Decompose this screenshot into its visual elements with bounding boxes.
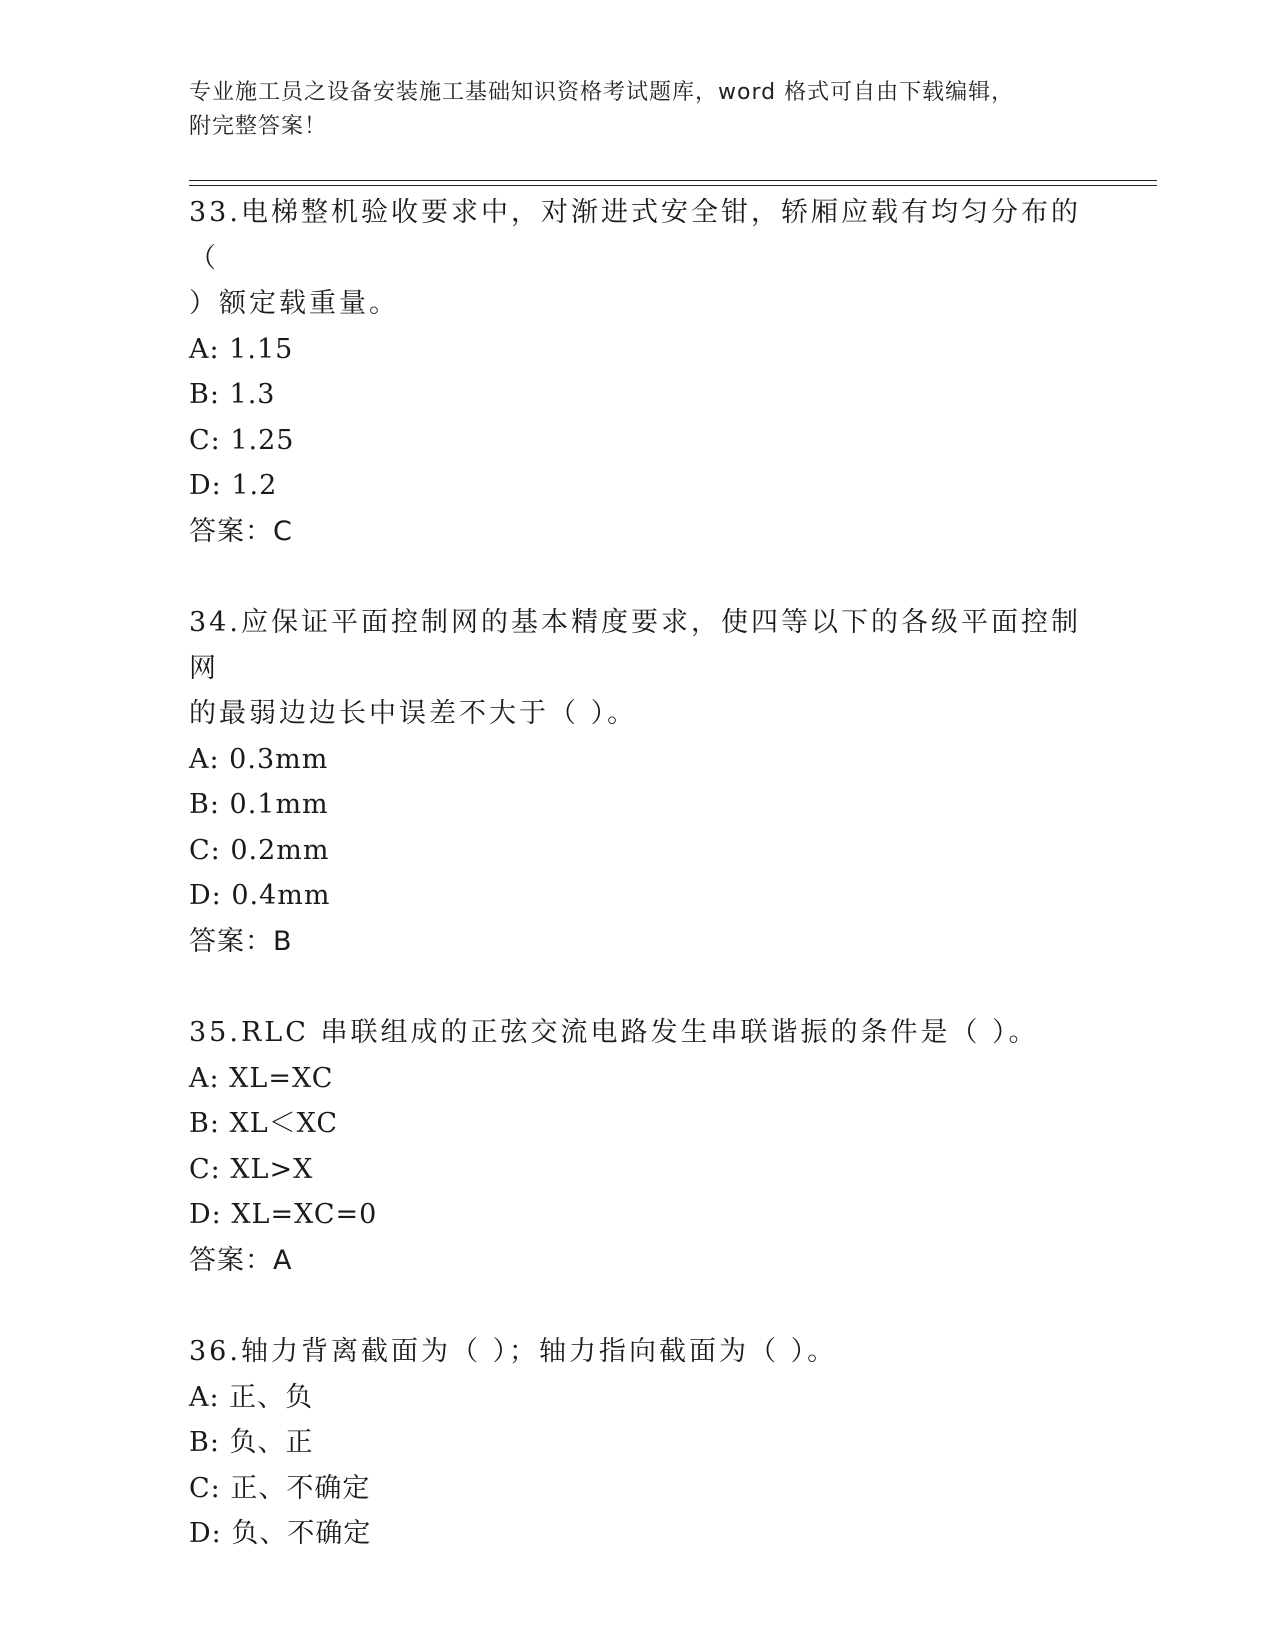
question-stem-line: 33.电梯整机验收要求中，对渐进式安全钳，轿厢应载有均匀分布的（ (189, 197, 1081, 274)
question-spacer (189, 1283, 1089, 1329)
option-c: C: 正、不确定 (189, 1472, 371, 1504)
question-34 (189, 600, 1089, 964)
option-c: C: 0.2mm (189, 834, 330, 866)
option-d: D: XL=XC=0 (189, 1199, 378, 1230)
question-stem-line: ）额定载重量。 (189, 288, 399, 319)
option-a: A: 正、负 (189, 1381, 314, 1413)
option-a: A: 1.15 (189, 333, 294, 365)
document-header (189, 76, 1089, 144)
header-line-1: 专业施工员之设备安装施工基础知识资格考试题库，word 格式可自由下载编辑， (189, 80, 1015, 105)
option-c: C: 1.25 (189, 424, 295, 456)
option-b: B: 1.3 (189, 379, 276, 410)
question-33 (189, 190, 1089, 554)
option-d: D: 0.4mm (189, 880, 331, 911)
answer-line: 答案：B (189, 925, 293, 957)
question-list (189, 190, 1089, 1557)
header-divider-top (189, 180, 1157, 181)
answer-line: 答案：A (189, 1244, 293, 1276)
question-36 (189, 1329, 1089, 1557)
option-b: B: 负、正 (189, 1427, 314, 1458)
option-c: C: XL>X (189, 1153, 314, 1185)
question-spacer (189, 554, 1089, 600)
question-stem-line: 的最弱边边长中误差不大于（ ）。 (189, 698, 638, 729)
question-stem-line: 34.应保证平面控制网的基本精度要求，使四等以下的各级平面控制网 (189, 607, 1081, 684)
question-stem-line: 36.轴力背离截面为（ ）；轴力指向截面为（ ）。 (189, 1336, 838, 1367)
question-35 (189, 1010, 1089, 1283)
option-b: B: 0.1mm (189, 789, 329, 820)
header-line-2: 附完整答案！ (189, 114, 328, 139)
option-a: A: 0.3mm (189, 743, 329, 775)
option-b: B: XL＜XC (189, 1108, 339, 1139)
option-a: A: XL=XC (189, 1062, 334, 1094)
option-d: D: 1.2 (189, 470, 278, 501)
option-d: D: 负、不确定 (189, 1518, 372, 1549)
question-spacer (189, 964, 1089, 1010)
answer-line: 答案：C (189, 515, 293, 547)
header-divider-bottom (189, 185, 1157, 186)
question-stem-line: 35.RLC 串联组成的正弦交流电路发生串联谐振的条件是（ ）。 (189, 1017, 1039, 1048)
